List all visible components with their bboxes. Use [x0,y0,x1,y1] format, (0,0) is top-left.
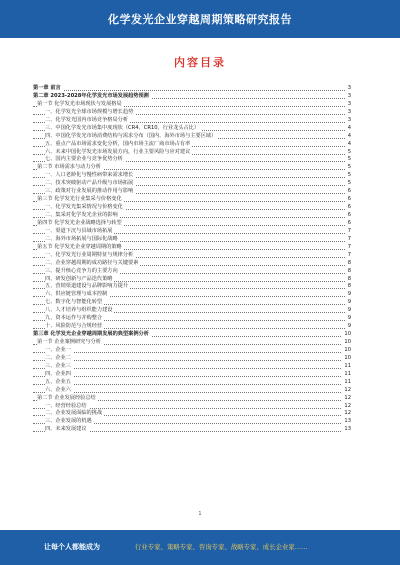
toc-entry-title: 七、国内主要企业与竞争优势分析 [45,156,123,163]
toc-entry-page: 6 [347,212,351,218]
toc-entry[interactable] [33,307,351,315]
toc-entry-page: 10 [344,339,351,345]
toc-entry-title: 一、化学发光集采情况与价格变化 [45,204,123,211]
toc-entry-title: 第二节 企业发展经验总结 [37,394,96,401]
toc-entry-title: 第一节 化学发光市场现状与发展格局 [37,100,122,107]
toc-entry-title: 二、海外市场拓展与国际化战略 [45,235,118,242]
footer-tagline: 行业专家、策略专家、咨询专家、战略专家、成长企业家…… [135,543,308,551]
toc-entry-title: 一、化学发光全球市场规模与增长趋势 [45,108,134,115]
toc-entry-page: 12 [344,410,351,417]
toc-entry[interactable] [33,331,351,339]
toc-entry[interactable] [33,125,351,133]
toc-entry[interactable] [33,244,351,252]
toc-entry-title: 四、未来发展建议 [45,426,87,433]
toc-entry-page: 13 [344,418,351,425]
toc-leader-dots [33,368,345,369]
toc-entry[interactable] [33,101,351,109]
toc-entry-page: 12 [344,402,351,409]
toc-entry-title: 九、资本运作与并购整合 [45,315,103,322]
toc-entry[interactable] [33,395,351,403]
toc-entry-title: 七、数字化与智能化转型 [45,299,103,306]
toc-leader-dots [33,392,345,393]
toc-entry-page: 11 [344,370,351,377]
toc-entry-title: 四、研发创新与产品迭代策略 [45,275,113,282]
toc-entry[interactable] [33,363,351,371]
toc-entry[interactable] [33,188,351,196]
toc-entry-page: 7 [347,243,351,250]
toc-entry[interactable] [33,228,351,236]
toc-entry-page: 5 [347,164,351,171]
toc-entry-page: 10 [344,354,351,361]
toc-entry-title: 四、企业四 [45,370,71,377]
toc-entry-title: 第一节 企业案例研究与分析 [37,339,101,345]
toc-entry-page: 5 [347,172,351,179]
toc-entry-page: 3 [347,100,351,107]
page-number: 1 [198,511,202,517]
toc-entry-page: 3 [347,92,351,99]
toc-entry-title: 六、未来中国化学发光市场发展方向，行业主要风险与应对建议 [45,148,191,155]
toc-entry-page: 8 [347,275,351,282]
toc-entry[interactable] [33,212,351,220]
toc-entry[interactable] [33,117,351,125]
toc-entry-page: 8 [347,283,351,290]
footer-slogan: 让每个人都能成为 [44,543,100,551]
toc-entry-page: 3 [347,116,351,123]
toc-leader-dots [33,376,345,377]
toc-entry-page: 3 [347,108,351,115]
toc-entry-page: 4 [347,140,351,147]
toc-entry-page: 4 [347,124,351,131]
toc-entry[interactable] [33,260,351,268]
toc-entry-title: 三、企业三 [45,362,71,369]
toc-entry-page: 10 [344,346,351,353]
toc-entry[interactable] [33,379,351,387]
toc-leader-dots [33,90,345,91]
toc-entry-title: 五、营销渠道建设与品牌影响力提升 [45,283,129,290]
toc-entry-page: 3 [347,85,351,91]
toc-entry-page: 12 [344,394,351,401]
report-title: 化学发光企业穿越周期策略研究报告 [108,13,292,26]
toc-entry-title: 一、人口老龄化与慢性病带来需求增长 [45,172,134,179]
toc-entry-title: 二、企业穿越周期的成功路径与关键要素 [45,259,139,266]
toc-entry-title: 第三章 化学发光企业穿越周期发展的典型案例分析 [33,331,149,338]
toc-entry-page: 9 [347,299,351,306]
toc-entry-page: 11 [344,362,351,369]
toc-entry-title: 一、化学发光行业周期特征与规律分析 [45,251,134,258]
toc-entry-title: 六、企业六 [45,386,71,393]
toc-entry-title: 二、企业发展面临的挑战 [45,410,103,417]
toc-entry-title: 三、提升核心竞争力的主要方向 [45,267,118,274]
toc-entry-page: 4 [347,132,351,139]
table-of-contents [33,85,351,434]
toc-leader-dots [33,360,345,361]
toc-entry[interactable] [33,180,351,188]
toc-entry[interactable] [33,355,351,363]
toc-entry-page: 7 [347,235,351,242]
toc-entry-page: 8 [347,259,351,266]
toc-entry-page: 6 [347,188,351,195]
toc-entry-page: 5 [347,156,351,163]
toc-entry-page: 8 [347,267,351,274]
toc-entry-page: 6 [347,204,351,211]
report-header [0,0,400,38]
toc-entry-title: 第三节 化学发光行业集采与价格变化 [37,196,122,203]
toc-leader-dots [33,384,345,385]
toc-entry[interactable] [33,220,351,228]
toc-entry-page: 12 [344,386,351,393]
toc-entry-title: 三、企业发展的机遇 [45,418,92,425]
toc-entry[interactable] [33,133,351,141]
toc-entry-title: 四、中国化学发光市场消费结构与需求分布（国内、海外市场与主要区域） [45,132,217,139]
toc-entry[interactable] [33,85,351,93]
toc-entry-page: 9 [347,291,351,298]
toc-entry-page: 7 [347,227,351,234]
toc-entry[interactable] [33,387,351,395]
toc-entry-page: 5 [347,180,351,187]
toc-entry-title: 二、企业二 [45,354,71,361]
toc-leader-dots [33,352,345,353]
toc-entry-title: 一、经营经验总结 [45,402,87,409]
toc-entry[interactable] [33,252,351,260]
toc-entry-page: 7 [347,251,351,258]
toc-entry-title: 一、企业一 [45,346,71,353]
toc-entry[interactable] [33,371,351,379]
toc-heading: 内容目录 [174,56,226,69]
toc-entry[interactable] [33,315,351,323]
toc-entry-title: 第五节 化学发光企业穿越周期的策略 [37,243,122,250]
toc-entry-page: 9 [347,323,351,330]
toc-entry-title: 第二章 2023-2028年化学发光市场发展趋势预测 [33,92,149,99]
toc-entry[interactable] [33,141,351,149]
toc-entry-title: 三、政策对行业发展的推动作用与影响 [45,188,134,195]
toc-entry-title: 十、风险防范与合规经营 [45,323,103,330]
toc-entry-title: 二、集采对化学发光企业的影响 [45,212,118,218]
toc-entry[interactable] [33,339,351,347]
toc-entry-title: 五、企业五 [45,378,71,385]
toc-entry-title: 三、中国化学发光市场集中度现状（CR4、CR10、行业龙头占比） [45,124,200,131]
toc-entry[interactable] [33,196,351,204]
toc-entry-title: 六、供应链管理与成本控制 [45,291,108,298]
toc-entry[interactable] [33,323,351,331]
toc-entry-title: 二、化学发光国内市场竞争格局分析 [45,116,129,123]
toc-entry-page: 13 [344,426,351,433]
toc-entry-page: 11 [344,378,351,385]
toc-entry[interactable] [33,426,351,434]
toc-entry-page: 10 [344,331,351,338]
toc-entry[interactable] [33,236,351,244]
toc-entry[interactable] [33,347,351,355]
footer-banner [0,530,400,565]
toc-entry-page: 9 [347,307,351,314]
toc-entry[interactable] [33,268,351,276]
toc-entry[interactable] [33,204,351,212]
toc-entry-title: 二、技术突破驱动产品升级与市场拓展 [45,180,134,187]
toc-entry-title: 八、人才培养与组织能力建设 [45,307,113,314]
toc-entry-title: 五、重点产品市场需求变化分析，国内市场主流厂商市场占有率 [45,140,191,147]
toc-entry-title: 第四节 化学发光企业战略选择与转型 [37,219,122,226]
toc-entry-title: 第一章 前言 [33,85,61,91]
toc-entry-page: 6 [347,219,351,226]
toc-entry[interactable] [33,93,351,101]
toc-entry[interactable] [33,109,351,117]
toc-entry-page: 6 [347,196,351,203]
toc-entry-title: 一、渠道下沉与县域市场拓展 [45,227,113,234]
toc-entry-page: 5 [347,148,351,155]
toc-entry-page: 9 [347,315,351,322]
toc-entry-title: 第二节 市场需求与动力分析 [37,164,101,171]
